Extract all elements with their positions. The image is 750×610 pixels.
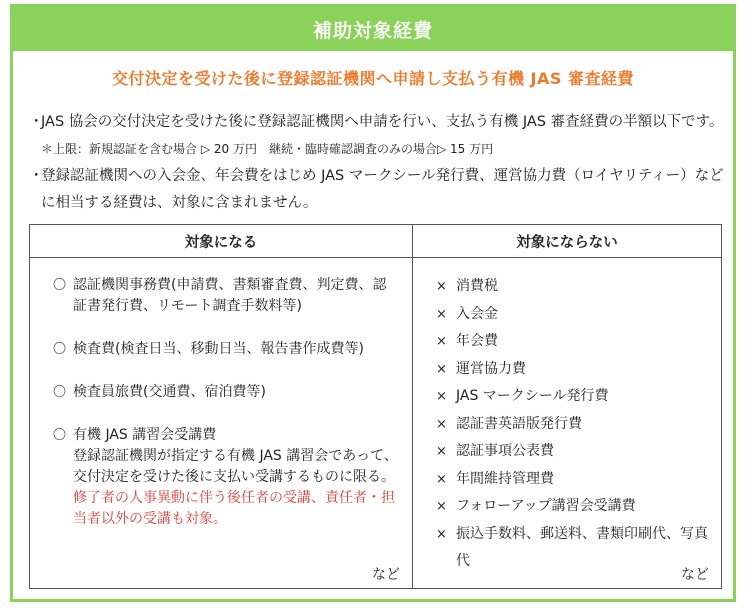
ineligible-column	[413, 258, 722, 589]
note-2-text: 登録認証機関への入会金、年会費をはじめ JAS マークシール発行費、運営協力費（ロイヤリティー）などに相当する経費は、対象に含まれません。	[41, 168, 724, 211]
cross-icon: ×	[436, 334, 447, 349]
eligible-column	[30, 258, 413, 589]
course-title: 有機 JAS 講習会受講費	[73, 427, 217, 443]
note-1-limit: ＊上限：新規認証を含む場合 ▷ 20 万円 継続・臨時確認調査のみの場合▷ 15 万円	[41, 142, 494, 156]
cross-icon: ×	[436, 499, 447, 514]
card-subtitle: 交付決定を受けた後に登録認証機関へ申請し支払う有機 JAS 審査経費	[111, 69, 634, 88]
circle-icon: 〇	[53, 428, 67, 443]
eligible-item: 〇 認証機関事務費(申請費、書類審査費、判定費、認証書発行費、リモート調査手数料等)	[53, 275, 411, 317]
cross-icon: ×	[436, 306, 447, 322]
circle-icon: 〇	[53, 385, 67, 400]
cross-icon: ×	[436, 279, 447, 294]
note-1-text: JAS 協会の交付決定を受けた後に登録認証機関へ申請を行い、支払う有機 JAS 審査経費の半額以下です。	[41, 114, 724, 130]
course-note-highlight: 修了者の人事異動に伴う後任者の受講、責任者・担当者以外の受講も対象。	[73, 490, 395, 527]
cross-icon: ×	[436, 416, 447, 432]
ineligible-item: × 認証事項公表費	[436, 438, 720, 466]
cross-icon: ×	[436, 526, 447, 542]
note-1	[29, 109, 725, 163]
note-bullet: ・	[29, 114, 44, 130]
eligible-header: 対象になる	[30, 225, 413, 258]
subsidy-card	[10, 4, 736, 602]
circle-icon: 〇	[53, 342, 67, 357]
cross-icon: ×	[436, 471, 447, 487]
ineligible-item: × 振込手数料、郵送料、書類印刷代、写真代	[436, 521, 720, 576]
cross-icon: ×	[436, 444, 447, 459]
note-2	[29, 163, 725, 217]
circle-icon: 〇	[53, 278, 67, 293]
cross-icon: ×	[436, 389, 447, 404]
ineligible-item: × 運営協力費	[436, 356, 720, 384]
ineligible-item: × 認証書英語版発行費	[436, 411, 720, 439]
ineligible-item: × 年会費	[436, 328, 720, 356]
cross-icon: ×	[436, 361, 447, 377]
eligible-item: 〇 検査費(検査日当、移動日当、報告書作成費等)	[53, 339, 411, 360]
etc-label: など	[372, 567, 400, 583]
eligible-item: 〇 検査員旅費(交通費、宿泊費等)	[53, 382, 411, 403]
ineligible-header: 対象にならない	[413, 225, 722, 258]
eligible-item	[53, 425, 411, 530]
ineligible-item: × 消費税	[436, 273, 720, 301]
card-title: 補助対象経費	[312, 19, 433, 42]
ineligible-item: × フォローアップ講習会受講費	[436, 493, 720, 521]
ineligible-item: × JAS マークシール発行費	[436, 383, 720, 411]
ineligible-item: × 年間維持管理費	[436, 466, 720, 494]
course-condition: 登録認証機関が指定する有機 JAS 講習会であって、交付決定を受けた後に支払い受講するものに限る。	[73, 448, 398, 485]
card-header	[13, 7, 733, 51]
eligibility-table	[29, 224, 722, 589]
etc-label: など	[681, 567, 709, 583]
note-bullet: ・	[29, 168, 44, 184]
ineligible-item: × 入会金	[436, 301, 720, 329]
notes	[29, 109, 725, 217]
